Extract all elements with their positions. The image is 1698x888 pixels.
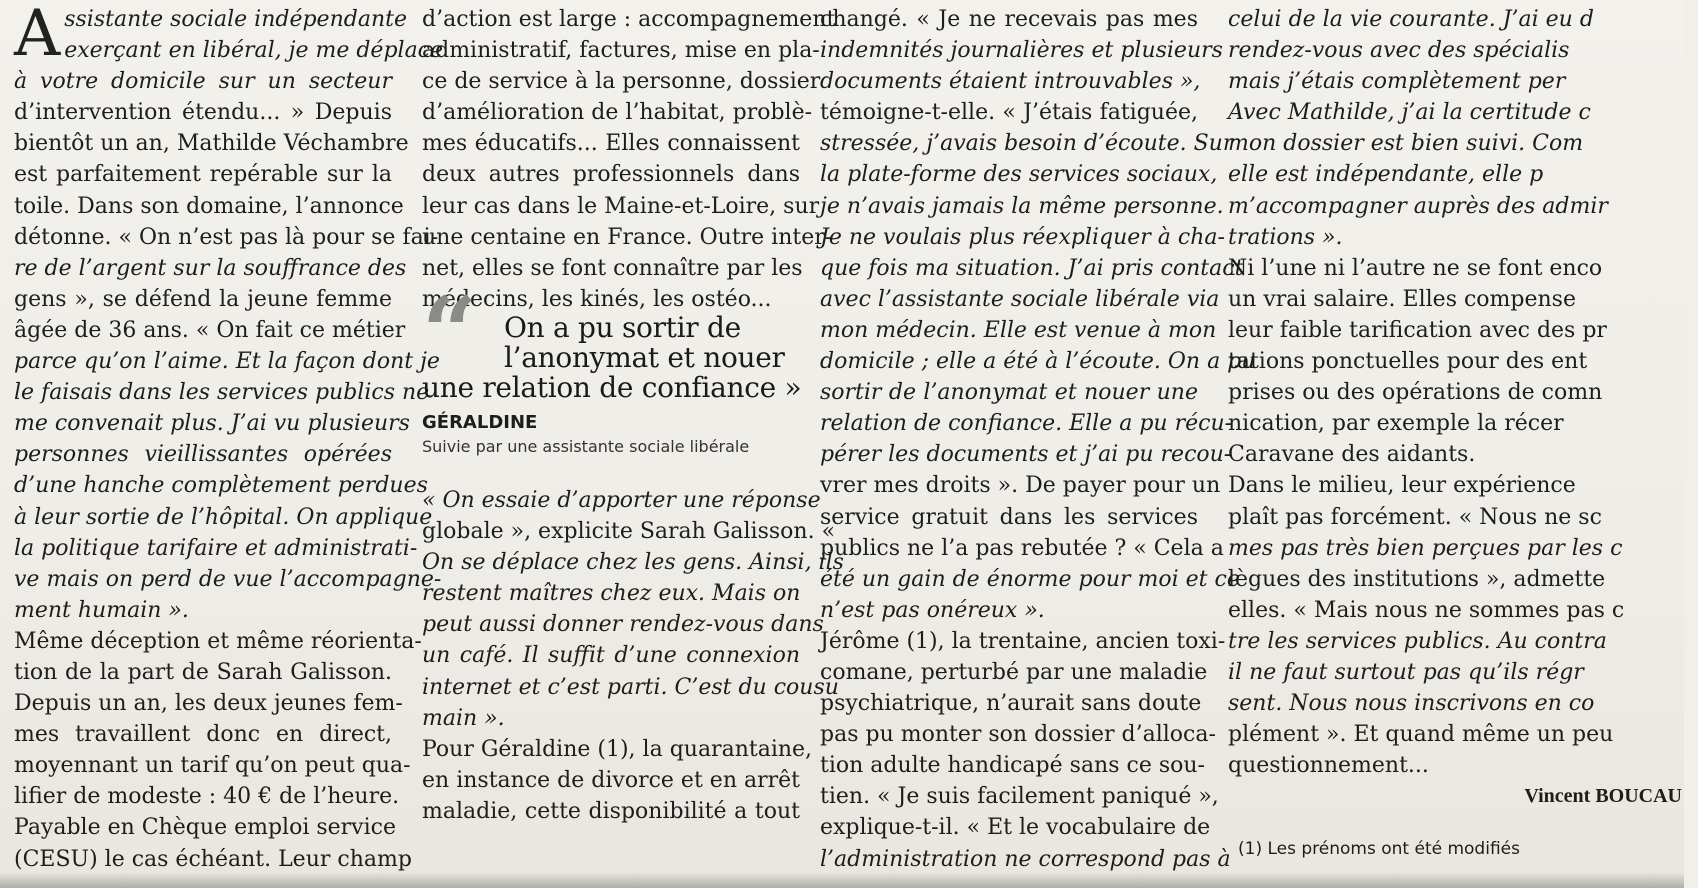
pull-quote xyxy=(422,276,802,459)
text-line: mes pas très bien perçues par les c xyxy=(1228,535,1623,561)
text-line: pérer les documents et j’ai pu recou- xyxy=(820,442,1232,468)
text-line: rendez-vous avec des spécialis xyxy=(1228,38,1570,64)
text-line: que fois ma situation. J’ai pris contact xyxy=(820,255,1244,281)
text-line: il ne faut surtout pas qu’ils régr xyxy=(1228,659,1584,685)
text-line: un vrai salaire. Elles compense xyxy=(1228,286,1576,312)
text-line: bientôt un an, Mathilde Véchambre xyxy=(14,131,409,157)
text-line: service gratuit dans les services xyxy=(820,504,1198,530)
text-line: internet et c’est parti. C’est du cousu xyxy=(422,674,839,700)
text-line: « On essaie d’apporter une réponse xyxy=(422,488,821,513)
text-line: pas pu monter son dossier d’alloca- xyxy=(820,722,1216,748)
text-line: m’accompagner auprès des admir xyxy=(1228,193,1608,219)
text-line: main ». xyxy=(422,705,505,731)
pull-quote-line: l’anonymat et nouer xyxy=(504,341,785,374)
text-line: Ni l’une ni l’autre ne se font enco xyxy=(1228,255,1603,281)
column-2-lower xyxy=(422,485,844,827)
text-line: avec l’assistante sociale libérale via xyxy=(820,286,1220,312)
text-line: est parfaitement repérable sur la xyxy=(14,162,392,188)
text-line: sent. Nous nous inscrivons en co xyxy=(1228,691,1595,717)
text-line: explique-t-il. « Et le vocabulaire de xyxy=(820,815,1211,841)
text-line: Payable en Chèque emploi service xyxy=(14,815,396,841)
page-fold-shadow xyxy=(0,872,1684,888)
text-line: mon dossier est bien suivi. Com xyxy=(1228,131,1584,157)
text-line: leur cas dans le Maine-et-Loire, sur xyxy=(422,193,820,219)
text-line: Même déception et même réorienta- xyxy=(14,628,422,654)
text-line: d’amélioration de l’habitat, problè- xyxy=(422,100,813,126)
text-line: détonne. « On n’est pas là pour se fai- xyxy=(14,224,439,250)
text-line: vrer mes droits ». De payer pour un xyxy=(820,473,1221,499)
text-line: la plate-forme des services sociaux, xyxy=(820,162,1218,188)
text-line: Je ne voulais plus réexpliquer à cha- xyxy=(820,224,1225,250)
text-line: tien. « Je suis facilement paniqué », xyxy=(820,784,1219,810)
text-line: net, elles se font connaître par les xyxy=(422,255,803,281)
pull-quote-line: On a pu sortir de xyxy=(504,311,741,344)
text-line: indemnités journalières et plusieurs xyxy=(820,38,1223,64)
text-line: témoigne-t-elle. « J’étais fatiguée, xyxy=(820,100,1198,126)
footnote: (1) Les prénoms ont été modifiés xyxy=(1238,839,1520,860)
text-line: Dans le milieu, leur expérience xyxy=(1228,473,1576,499)
column-1 xyxy=(14,0,444,875)
pull-quote-caption: Suivie par une assistante sociale libérale xyxy=(422,437,750,456)
text-line: d’intervention étendu... » Depuis xyxy=(14,100,392,126)
text-line: tion adulte handicapé sans ce sou- xyxy=(820,753,1205,779)
column-3 xyxy=(820,4,1256,875)
text-line: Caravane des aidants. xyxy=(1228,442,1476,468)
drop-cap: A xyxy=(14,0,61,71)
text-line: ment humain ». xyxy=(14,597,189,623)
text-line: gens », se défend la jeune femme xyxy=(14,286,392,312)
column-2-bottom xyxy=(422,485,844,827)
quote-mark-icon: “ xyxy=(422,276,478,389)
column-1-body xyxy=(14,66,442,874)
text-line: mes éducatifs... Elles connaissent xyxy=(422,131,800,157)
text-line: elle est indépendante, elle p xyxy=(1228,162,1544,188)
text-line: elles. « Mais nous ne sommes pas c xyxy=(1228,597,1625,623)
text-line: Pour Géraldine (1), la quarantaine, xyxy=(422,736,813,762)
text-line: un café. Il suffit d’une connexion xyxy=(422,643,800,669)
text-line: la politique tarifaire et administrati- xyxy=(14,535,418,561)
text-line: mes travaillent donc en direct, xyxy=(14,722,392,748)
text-line: stressée, j’avais besoin d’écoute. Sur xyxy=(820,131,1234,157)
text-line: nication, par exemple la récer xyxy=(1228,411,1564,437)
text-line: je n’avais jamais la même personne. xyxy=(820,193,1224,219)
column-4-body xyxy=(1228,4,1698,781)
text-line: personnes vieillissantes opérées xyxy=(14,442,392,468)
text-line: sortir de l’anonymat et nouer une xyxy=(820,380,1198,406)
column-2 xyxy=(422,4,836,315)
text-line: documents étaient introuvables », xyxy=(820,69,1201,95)
text-line: à leur sortie de l’hôpital. On applique xyxy=(14,504,433,530)
column-2-top xyxy=(422,4,836,315)
text-line: exerçant en libéral, je me déplace xyxy=(64,38,444,64)
article-opening xyxy=(14,0,444,71)
text-line: plaît pas forcément. « Nous ne sc xyxy=(1228,504,1602,530)
text-line: moyennant un tarif qu’on peut qua- xyxy=(14,753,411,779)
text-line: à votre domicile sur un secteur xyxy=(14,69,392,95)
text-line: lifier de modeste : 40 € de l’heure. xyxy=(14,784,400,810)
text-line: deux autres professionnels dans xyxy=(422,162,800,188)
text-line: me convenait plus. J’ai vu plusieurs xyxy=(14,411,410,437)
text-line: n’est pas onéreux ». xyxy=(820,597,1045,623)
text-line: d’action est large : accompagnement xyxy=(422,7,836,32)
pull-quote-line: une relation de confiance » xyxy=(422,371,802,404)
text-line: été un gain de énorme pour moi et ce xyxy=(820,566,1240,592)
author-signature: Vincent BOUCAU xyxy=(1524,785,1682,808)
text-line: trations ». xyxy=(1228,224,1343,250)
text-line: lègues des institutions », admette xyxy=(1228,566,1606,592)
text-line: ssistante sociale indépendante xyxy=(64,7,407,32)
text-line: parce qu’on l’aime. Et la façon dont je xyxy=(14,349,440,375)
text-line: Avec Mathilde, j’ai la certitude c xyxy=(1228,100,1591,126)
text-line: prises ou des opérations de comn xyxy=(1228,380,1603,406)
text-line: restent maîtres chez eux. Mais on xyxy=(422,581,801,607)
column-3-body xyxy=(820,4,1256,875)
column-4 xyxy=(1228,4,1698,865)
text-line: relation de confiance. Elle a pu récu- xyxy=(820,411,1233,437)
text-line: ce de service à la personne, dossier xyxy=(422,69,821,95)
pull-quote-author: GÉRALDINE xyxy=(422,412,538,433)
text-line: peut aussi donner rendez-vous dans xyxy=(422,612,824,638)
text-line: âgée de 36 ans. « On fait ce métier xyxy=(14,317,406,343)
text-line: domicile ; elle a été à l’écoute. On a pu xyxy=(820,349,1256,375)
text-line: mon médecin. Elle est venue à mon xyxy=(820,317,1217,343)
text-line: une centaine en France. Outre inter- xyxy=(422,224,833,250)
text-line: globale », explicite Sarah Galisson. « xyxy=(422,519,836,545)
text-line: maladie, cette disponibilité a tout xyxy=(422,798,800,824)
text-line: On se déplace chez les gens. Ainsi, ils xyxy=(422,550,844,576)
text-line: le faisais dans les services publics ne xyxy=(14,380,430,406)
text-line: médecins, les kinés, les ostéo... xyxy=(422,286,772,312)
text-line: comane, perturbé par une maladie xyxy=(820,659,1208,685)
text-line: leur faible tarification avec des pr xyxy=(1228,317,1607,343)
text-line: tre les services publics. Au contra xyxy=(1228,628,1607,654)
text-line: questionnement... xyxy=(1228,753,1429,779)
text-line: re de l’argent sur la souffrance des xyxy=(14,255,407,281)
text-line: administratif, factures, mise en pla- xyxy=(422,38,820,64)
text-line: tion de la part de Sarah Galisson. xyxy=(14,659,392,685)
text-line: ve mais on perd de vue l’accompagne- xyxy=(14,566,442,592)
text-line: Depuis un an, les deux jeunes fem- xyxy=(14,691,403,717)
text-line: mais j’étais complètement per xyxy=(1228,69,1566,95)
text-line: plément ». Et quand même un peu xyxy=(1228,722,1614,748)
text-line: l’administration ne correspond pas à xyxy=(820,846,1231,872)
text-line: publics ne l’a pas rebutée ? « Cela a xyxy=(820,535,1224,561)
text-line: psychiatrique, n’aurait sans doute xyxy=(820,691,1202,717)
text-line: toile. Dans son domaine, l’annonce xyxy=(14,193,404,219)
text-line: (CESU) le cas échéant. Leur champ xyxy=(14,846,412,872)
text-line: celui de la vie courante. J’ai eu d xyxy=(1228,7,1594,32)
text-line: tations ponctuelles pour des ent xyxy=(1228,349,1588,375)
text-line: en instance de divorce et en arrêt xyxy=(422,767,800,793)
text-line: d’une hanche complètement perdues xyxy=(14,473,428,499)
text-line: Jérôme (1), la trentaine, ancien toxi- xyxy=(820,628,1226,654)
text-line: changé. « Je ne recevais pas mes xyxy=(820,7,1198,32)
